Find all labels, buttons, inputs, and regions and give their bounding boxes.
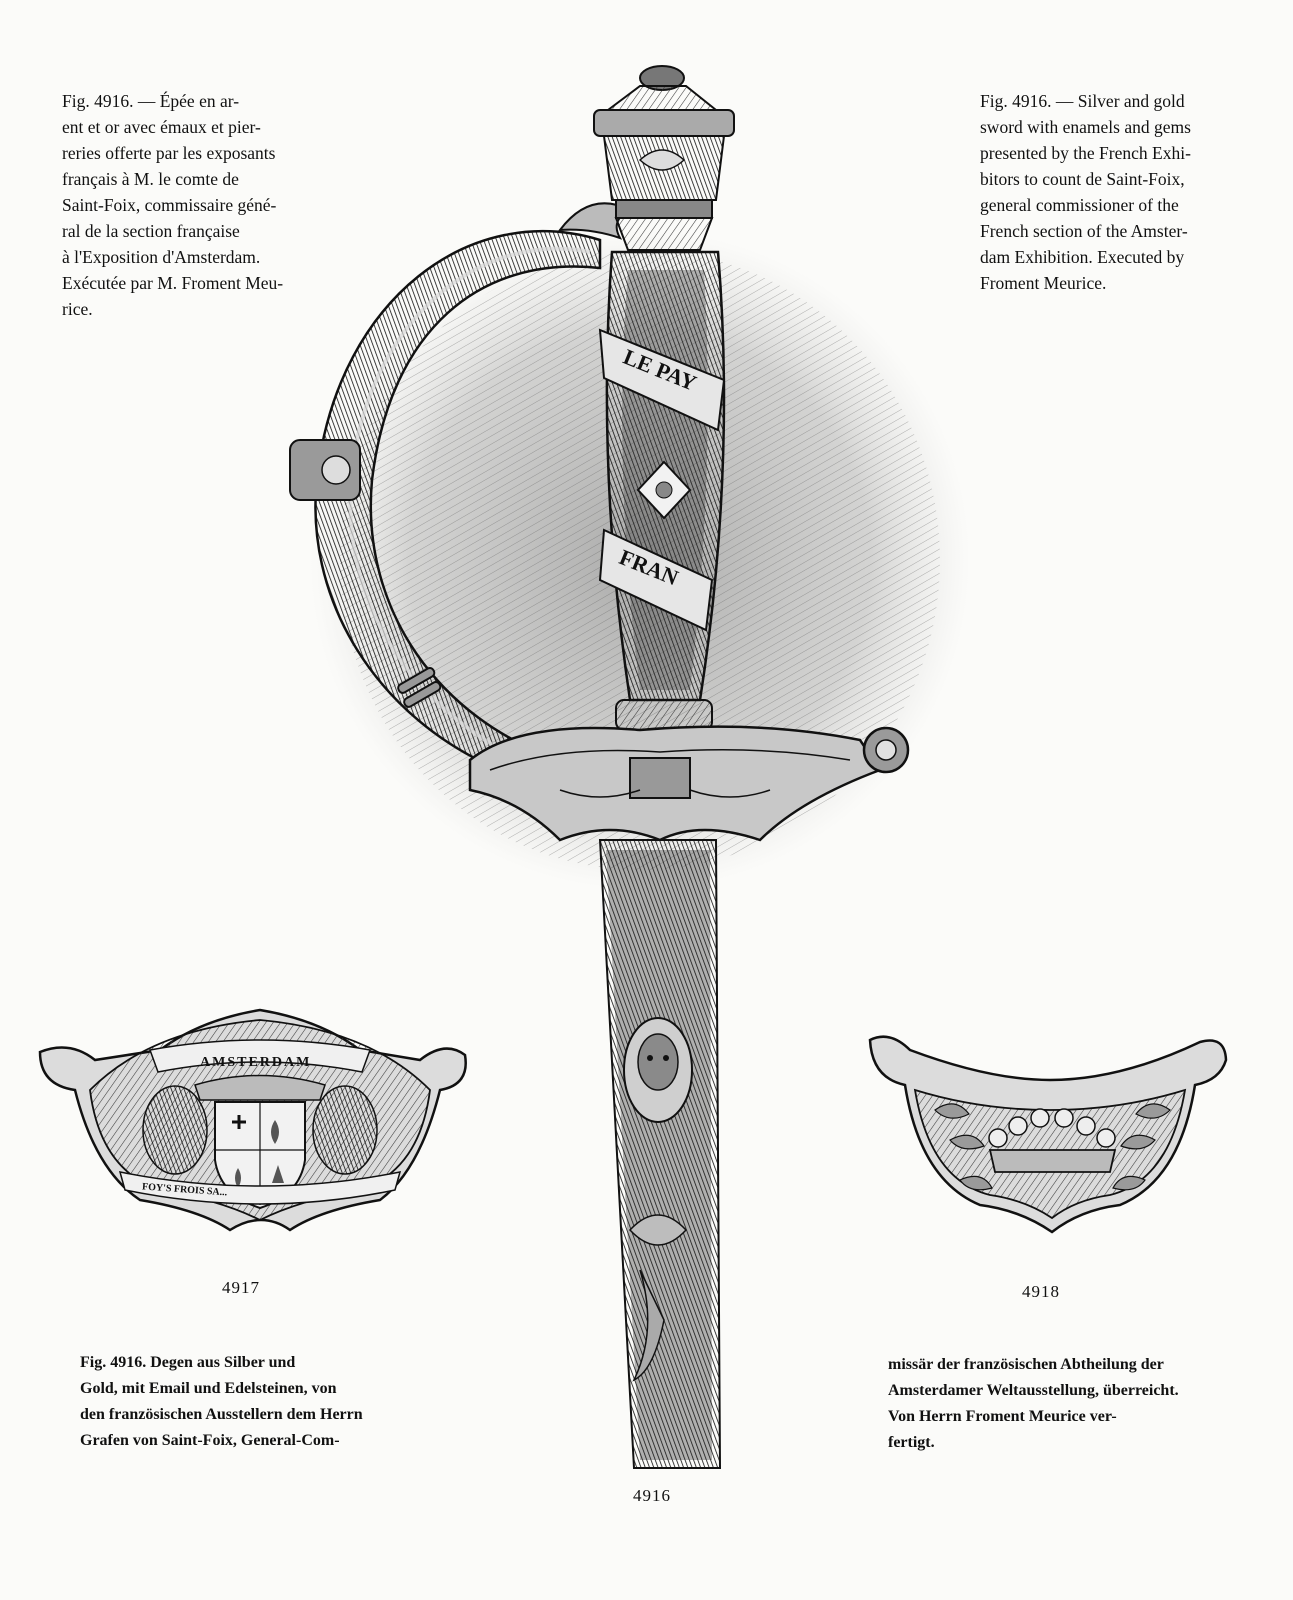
caption-line: presented by the French Exhi- [980, 143, 1191, 163]
caption-line: rice. [62, 299, 93, 319]
caption-line: Fig. 4916. Degen aus Silber und [80, 1354, 296, 1371]
lion-supporter-right [313, 1086, 377, 1174]
illustration-4918-plaque [870, 1037, 1226, 1232]
caption-line: Grafen von Saint-Foix, General-Com- [80, 1432, 340, 1449]
caption-german-right [888, 1352, 1206, 1456]
caption-german-left [80, 1350, 405, 1454]
caption-line: bitors to count de Saint-Foix, [980, 169, 1185, 189]
caption-line: Gold, mit Email und Edelsteinen, von [80, 1380, 337, 1397]
figure-number-4917: 4917 [222, 1278, 260, 1297]
caption-line: Fig. 4916. — Épée en ar- [62, 91, 240, 111]
crown-band [990, 1150, 1115, 1172]
caption-line: dam Exhibition. Executed by [980, 247, 1185, 267]
grip-band-lower-text: FRAN [615, 544, 682, 591]
caption-line: Fig. 4916. — Silver and gold [980, 91, 1185, 111]
plaque-scroll-text: FOY'S FROIS SA... [141, 1181, 228, 1199]
caption-line: ral de la section française [62, 221, 240, 241]
illustration-4917-plaque [40, 1010, 466, 1230]
caption-line: Exécutée par M. Froment Meu- [62, 273, 284, 293]
figure-number-4918: 4918 [1022, 1282, 1060, 1301]
caption-line: Saint-Foix, commissaire géné- [62, 195, 277, 215]
figure-number-4916: 4916 [633, 1486, 671, 1505]
caption-line: French section of the Amster- [980, 221, 1188, 241]
caption-line: à l'Exposition d'Amsterdam. [62, 247, 261, 267]
caption-line: den französischen Ausstellern dem Herrn [80, 1406, 363, 1423]
caption-line: Froment Meurice. [980, 273, 1107, 293]
caption-line: missär der französischen Abtheilung der [888, 1356, 1164, 1373]
caption-line: français à M. le comte de [62, 169, 239, 189]
caption-line: Amsterdamer Weltausstellung, überreicht. [888, 1382, 1179, 1399]
plaque-banner-text: AMSTERDAM [200, 1055, 312, 1070]
caption-line: general commissioner of the [980, 195, 1179, 215]
lion-supporter-left [143, 1086, 207, 1174]
caption-line: reries offerte par les exposants [62, 143, 276, 163]
grip-band-upper-text: LE PAY [619, 343, 701, 396]
caption-line: Von Herrn Froment Meurice ver- [888, 1408, 1117, 1425]
caption-line: ent et or avec émaux et pier- [62, 117, 261, 137]
caption-line: sword with enamels and gems [980, 117, 1191, 137]
caption-line: fertigt. [888, 1434, 935, 1451]
